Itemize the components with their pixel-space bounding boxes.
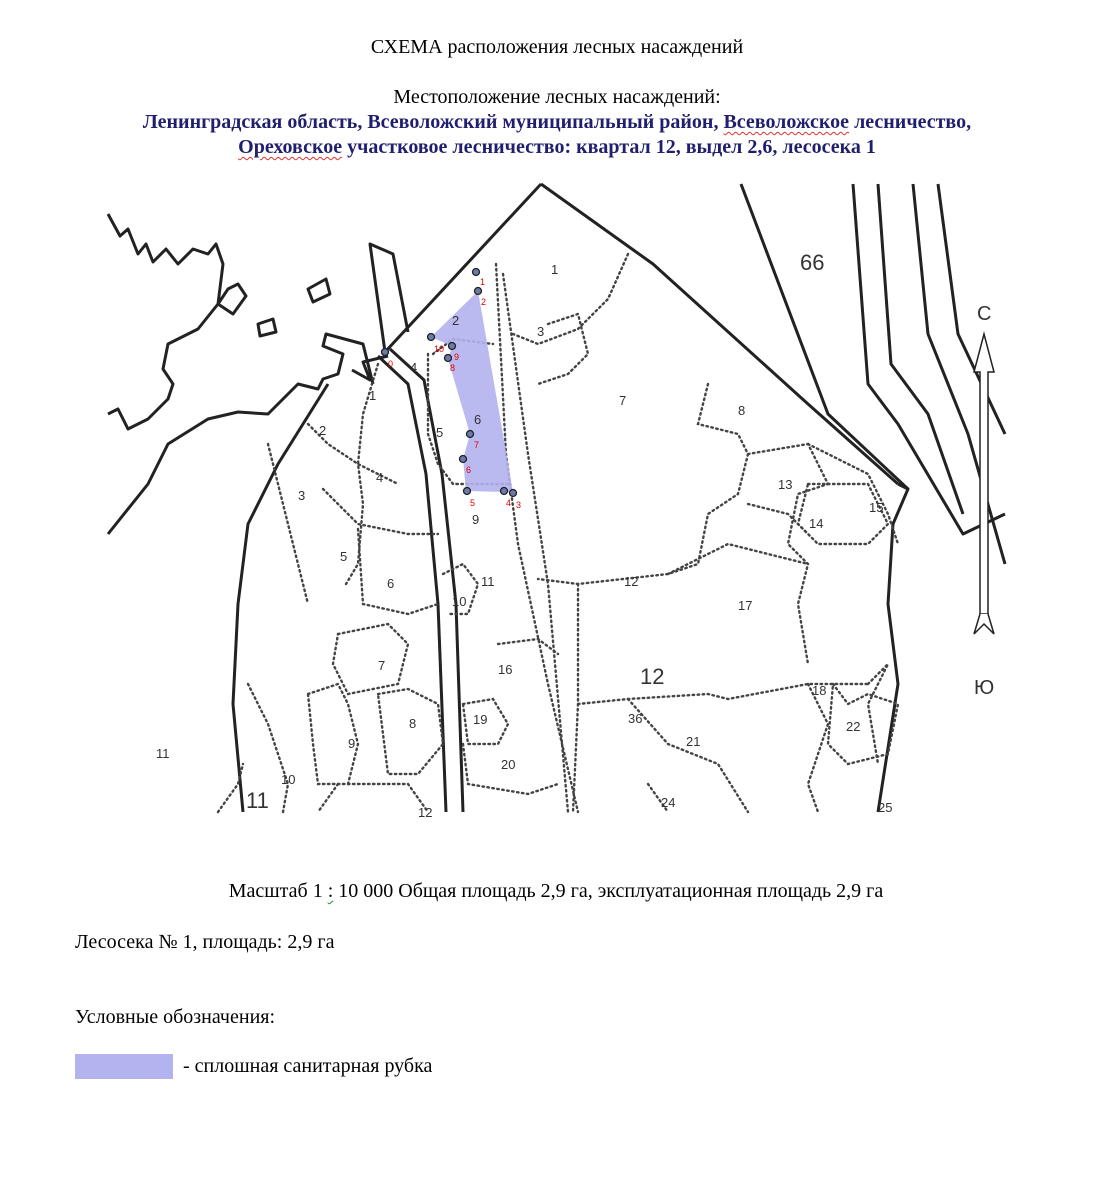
compartment-label: 7: [619, 393, 627, 408]
compartment-label: 16: [498, 662, 513, 677]
compartment-label: 19: [473, 712, 488, 727]
location-label: Местоположение лесных насаждений:: [393, 86, 721, 108]
point-label: 8: [450, 363, 456, 373]
location-line-2: [0, 136, 1114, 159]
location-forestry: Всеволожское: [723, 111, 850, 133]
lower-west: [233, 384, 328, 812]
location-forestry-suffix: лесничество,: [849, 111, 972, 133]
compartment-label: 1: [369, 388, 377, 403]
compartment-label: 9: [472, 512, 480, 527]
compartment-label: 25: [878, 800, 893, 815]
quarter-label: 66: [800, 250, 825, 275]
compartment-label: 8: [409, 716, 417, 731]
water-boundary: [108, 214, 246, 429]
scale-rest: 10 000 Общая площадь 2,9 га, эксплуатационная площадь 2,9 га: [333, 880, 884, 902]
compartment-label: 24: [661, 795, 676, 810]
compartment-label: 7: [378, 658, 386, 673]
point-label: 7: [474, 440, 480, 450]
shore-island-2: [258, 319, 276, 336]
location-details: участковое лесничество: квартал 12, выдел 2,6, лесосека 1: [342, 136, 876, 158]
scale-prefix: Масштаб 1: [228, 880, 328, 902]
compartment-label: 9: [348, 736, 356, 751]
compartment-label: 8: [738, 403, 746, 418]
compartment-label: 4: [410, 360, 418, 375]
compartment-label: 36: [628, 711, 643, 726]
compartment-label: 12: [418, 805, 433, 820]
compartment-label: 12: [624, 574, 639, 589]
north-label: С: [977, 303, 992, 325]
compartment-label: 13: [778, 477, 793, 492]
compartment-label: 3: [298, 488, 306, 503]
point-label: 2: [481, 297, 487, 307]
shore-main: [108, 334, 373, 534]
location-line-1: [0, 111, 1114, 134]
compartment-label: 6: [387, 576, 395, 591]
point-label: 1: [480, 277, 486, 287]
compartment-label: 17: [738, 598, 753, 613]
point-label: 0: [388, 359, 394, 369]
shore-island: [308, 279, 330, 302]
forest-map: [108, 184, 1005, 820]
south-label: Ю: [974, 677, 995, 699]
location-subforestry: Ореховское: [238, 136, 343, 158]
quarter-label: 12: [640, 664, 665, 689]
compartment-label: 6: [474, 412, 482, 427]
compartment-label: 2: [319, 423, 327, 438]
east-boundary: [878, 484, 908, 812]
road-d: [938, 184, 1005, 434]
point-label: 5: [470, 498, 476, 508]
compartment-label: 15: [869, 500, 884, 515]
map-labels: [156, 250, 994, 820]
point-label: 3: [516, 500, 522, 510]
compartment-label: 10: [281, 772, 296, 787]
location-region: Ленинградская область, Всеволожский муниципальный район,: [142, 111, 724, 133]
compartment-label: 5: [436, 425, 444, 440]
legend-item: - сплошная санитарная рубка: [183, 1055, 433, 1077]
road-edge-right: [741, 184, 908, 489]
compartment-label: 20: [501, 757, 516, 772]
document-title: СХЕМА расположения лесных насаждений: [370, 36, 744, 58]
legend-title: Условные обозначения:: [75, 1006, 276, 1028]
point-label: 6: [466, 465, 472, 475]
quarter-label: 11: [246, 788, 269, 813]
north-arrow: [974, 334, 994, 634]
legend-swatch: [75, 1054, 173, 1079]
compartment-label: 1: [551, 262, 559, 277]
compartment-label: 11: [156, 746, 170, 761]
point-label: 4: [506, 498, 512, 508]
compartment-label: 14: [809, 516, 824, 531]
diagonal-boundary: [541, 184, 898, 484]
compartment-label: 3: [537, 324, 545, 339]
point-label: 9: [454, 352, 460, 362]
scale-colon: :: [327, 880, 334, 902]
scale-line: [0, 880, 1112, 903]
cutting-area-polygon: [431, 291, 513, 492]
point-label: 10: [434, 344, 445, 354]
compartment-label: 18: [812, 683, 827, 698]
railway-right: [390, 349, 463, 812]
compartment-label: 21: [686, 734, 701, 749]
cutting-area-text: Лесосека № 1, площадь: 2,9 га: [75, 931, 335, 953]
compartment-label: 22: [846, 719, 861, 734]
compartment-label: 5: [340, 549, 348, 564]
compartment-label: 4: [376, 470, 384, 485]
compartment-label: 11: [481, 574, 495, 589]
compartment-label: 10: [452, 594, 467, 609]
compartment-label: 2: [452, 313, 460, 328]
